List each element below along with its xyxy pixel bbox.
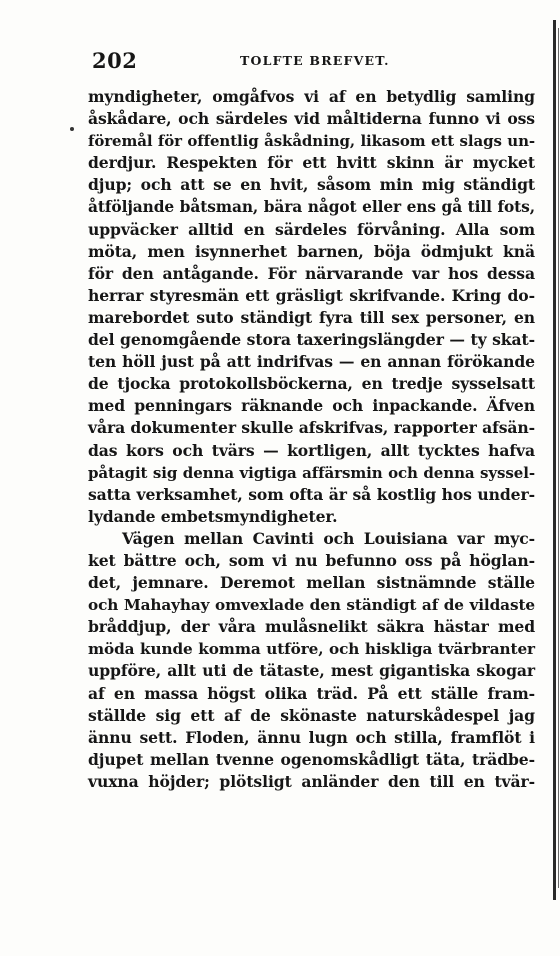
page-header [92, 48, 532, 76]
text-line: möta, men isynnerhet barnen, böja ödmjukt knä [88, 241, 535, 261]
text-line: das kors och tvärs — kortligen, allt tycktes hafva [88, 440, 535, 460]
text-line: med penningars räknande och inpackande. Äfven [88, 396, 535, 416]
margin-mark [70, 127, 74, 131]
text-line: ket bättre och, som vi nu befunno oss på höglan- [88, 550, 535, 570]
text-line: möda kunde komma utföre, och hiskliga tvärbranter [88, 640, 535, 659]
text-line: bråddjup, der våra mulåsnelikt säkra hästar med [88, 617, 535, 637]
text-line: djupet mellan tvenne ogenomskådligt täta, trädbe- [88, 749, 535, 769]
text-line: föremål för offentlig åskådning, likasom ett slags un- [88, 132, 535, 151]
text-line: påtagit sig denna vigtiga affärsmin och denna syssel- [88, 463, 535, 482]
text-line: ännu sett. Floden, ännu lugn och stilla, framflöt i [88, 727, 535, 747]
page-edge-line [558, 28, 559, 888]
text-line-paragraph-end: lydande embetsmyndigheter. [88, 506, 338, 526]
text-line: ställde sig ett af de skönaste naturskådespel jag [88, 705, 535, 725]
body-text [88, 86, 535, 793]
text-line: ten höll just på att indrifvas — en annan förökande [88, 352, 535, 372]
text-line: del genomgående stora taxeringslängder — ty skat- [88, 330, 535, 350]
text-line: satta verksamhet, som ofta är så kostlig hos under- [88, 484, 535, 504]
text-line: våra dokumenter skulle afskrifvas, rapporter afsän- [88, 418, 535, 438]
text-line: myndigheter, omgåfvos vi af en betydlig samling [88, 87, 535, 106]
text-line: uppföre, allt uti de tätaste, mest gigantiska skogar [88, 661, 535, 681]
text-line: vuxna höjder; plötsligt anländer den till en tvär- [88, 771, 535, 791]
text-line: för den antågande. För närvarande var hos dessa [88, 263, 535, 283]
text-line: de tjocka protokollsböckerna, en tredje sysselsatt [88, 374, 535, 394]
text-line: derdjur. Respekten för ett hvitt skinn är mycket [88, 153, 535, 173]
text-line: åskådare, och särdeles vid måltiderna funno vi oss [88, 109, 535, 129]
page-number: 202 [92, 48, 138, 73]
text-line: marebordet suto ständigt fyra till sex personer, en [88, 307, 535, 327]
text-line: åtföljande båtsman, bära något eller ens gå till fots, [88, 198, 535, 217]
page-edge-shadow [553, 20, 556, 900]
text-line: af en massa högst olika träd. På ett ställe fram- [88, 683, 535, 703]
text-line: och Mahayhay omvexlade den ständigt af de vildaste [88, 596, 535, 615]
text-line: djup; och att se en hvit, såsom min mig ständigt [88, 175, 535, 195]
running-head: TOLFTE BREFVET. [240, 53, 390, 68]
text-line: herrar styresmän ett gräsligt skrifvande. Kring do- [88, 285, 535, 305]
text-line-paragraph-start: Vägen mellan Cavinti och Louisiana var myc- [122, 528, 535, 548]
text-line: det, jemnare. Deremot mellan sistnämnde ställe [88, 573, 535, 593]
text-line: uppväcker alltid en särdeles förvåning. Alla som [88, 219, 535, 239]
